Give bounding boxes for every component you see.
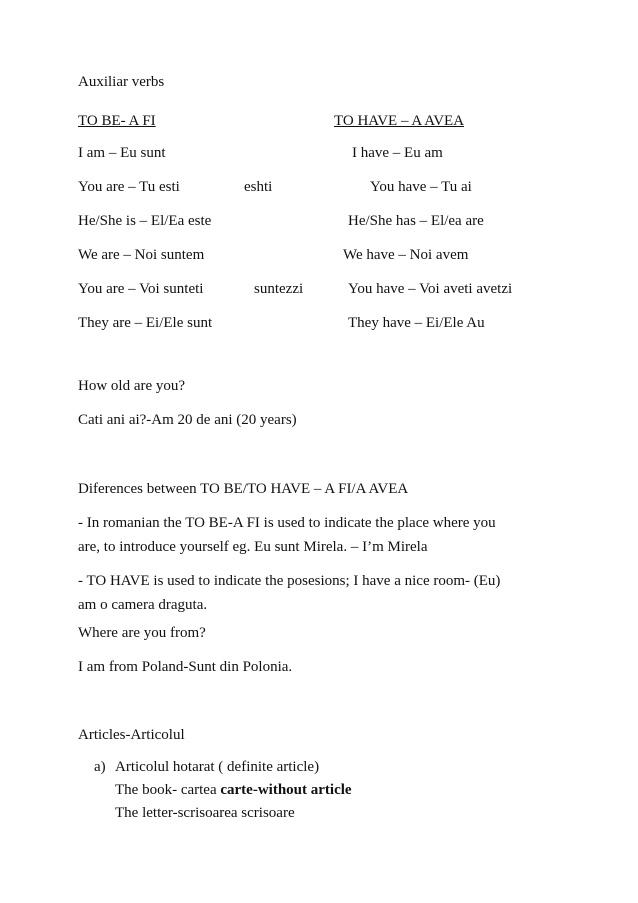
age-answer: Cati ani ai?-Am 20 de ani (20 years) (78, 412, 297, 428)
to-have-row-5: You have – Voi aveti avetzi (348, 281, 513, 297)
age-question: How old are you? (78, 378, 186, 394)
to-be-header: TO BE- A FI (78, 113, 156, 129)
to-be-row-5: You are – Voi sunteti (78, 281, 204, 297)
to-have-row-4: We have – Noi avem (343, 247, 469, 263)
to-be-row-2: You are – Tu esti (78, 179, 180, 195)
to-be-row-3: He/She is – El/Ea este (78, 213, 212, 229)
to-be-row-1: I am – Eu sunt (78, 145, 166, 161)
differences-p2-line1: - TO HAVE is used to indicate the posesions; I have a nice room- (Eu) (78, 573, 501, 589)
article-item-a-label: a) (94, 759, 106, 775)
to-be-row-5-note: suntezzi (254, 281, 304, 297)
article-example-1 (115, 781, 352, 799)
articles-title: Articles-Articolul (78, 727, 185, 743)
article-example-2: The letter-scrisoarea scrisoare (115, 805, 295, 821)
differences-p1-line2: are, to introduce yourself eg. Eu sunt Mirela. – I’m Mirela (78, 539, 428, 555)
to-have-row-1: I have – Eu am (352, 145, 443, 161)
differences-title: Diferences between TO BE/TO HAVE – A FI/A AVEA (78, 481, 409, 497)
to-have-row-2: You have – Tu ai (370, 179, 472, 195)
where-answer: I am from Poland-Sunt din Polonia. (78, 659, 293, 675)
to-have-row-6: They have – Ei/Ele Au (348, 315, 485, 331)
differences-p1-line1: - In romanian the TO BE-A FI is used to indicate the place where you (78, 515, 496, 531)
heading: Auxiliar verbs (78, 74, 165, 90)
to-be-row-2-note: eshti (244, 179, 273, 195)
to-have-row-3: He/She has – El/ea are (348, 213, 484, 229)
where-question: Where are you from? (78, 625, 206, 641)
article-item-a-text: Articolul hotarat ( definite article) (115, 759, 320, 775)
to-be-row-4: We are – Noi suntem (78, 247, 205, 263)
to-have-header: TO HAVE – A AVEA (334, 113, 465, 129)
differences-p2-line2: am o camera draguta. (78, 597, 208, 613)
article-example-1-plain: The book- cartea (115, 782, 221, 798)
article-example-1-bold: carte-without article (220, 782, 352, 798)
to-be-row-6: They are – Ei/Ele sunt (78, 315, 213, 331)
